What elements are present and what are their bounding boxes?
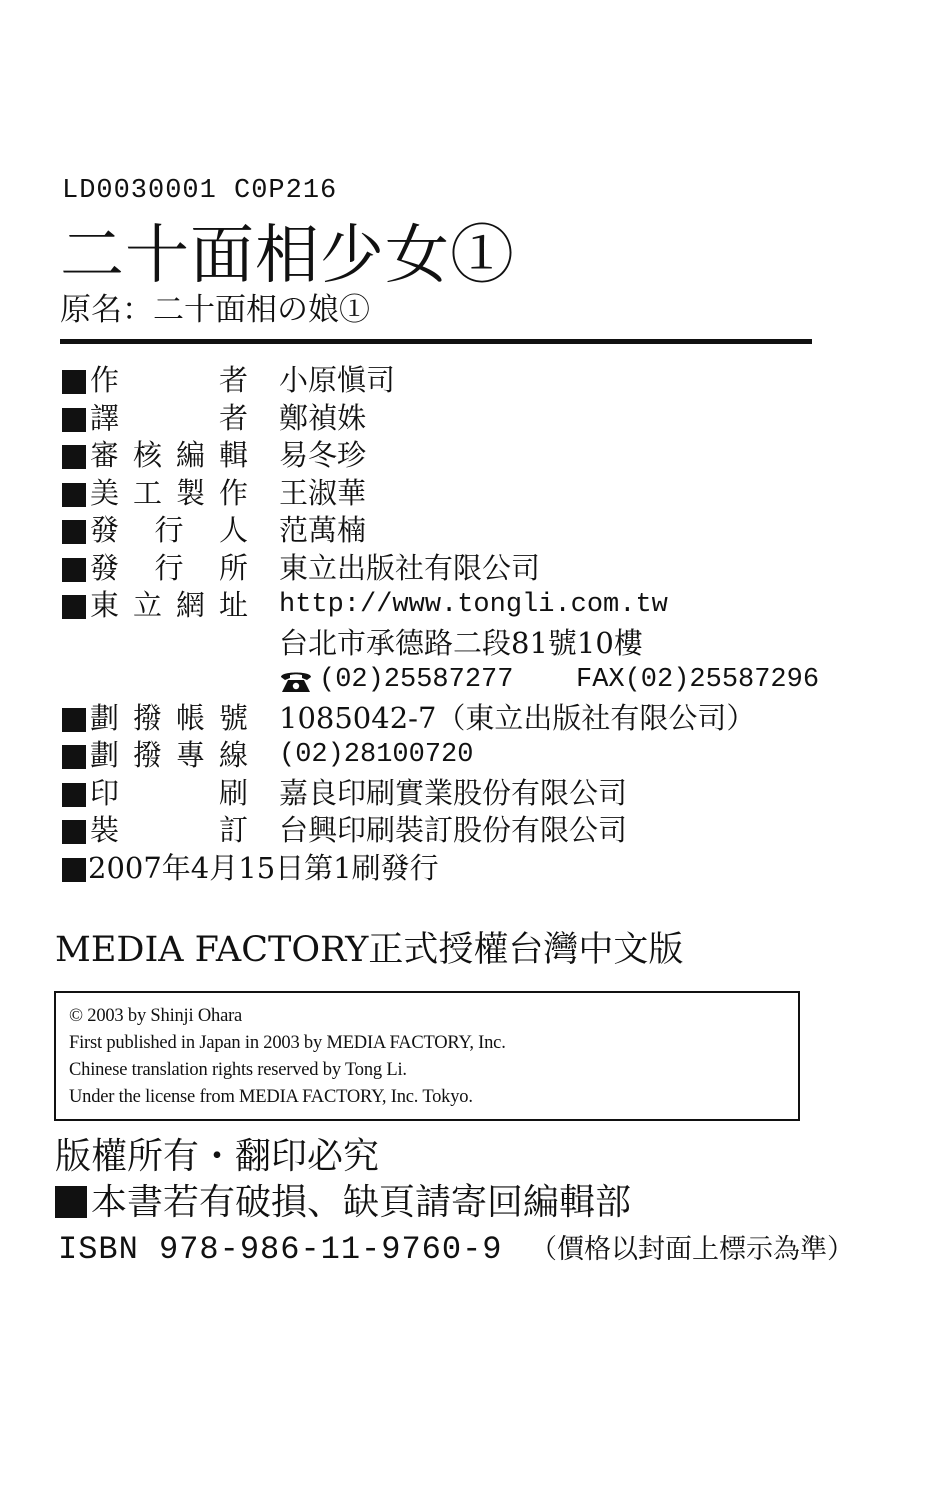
credit-value: 台興印刷裝訂股份有限公司 (279, 813, 628, 847)
original-title: 原名：二十面相の娘① (60, 292, 370, 328)
credit-row-publisher (60, 550, 860, 588)
credit-value: 王淑華 (279, 475, 367, 510)
credit-row-author (60, 362, 860, 400)
bullet-square-icon (62, 858, 86, 882)
credit-row-printer (60, 775, 860, 813)
credit-value: 范萬楠 (279, 513, 367, 547)
credit-label: 發行所 (90, 550, 248, 585)
credit-value: (02)28100720 (279, 740, 474, 770)
credit-label: 裝訂 (90, 813, 248, 847)
bullet-square-icon (62, 708, 86, 732)
bullet-square-icon (62, 745, 86, 769)
credit-value: 鄭禎姝 (279, 400, 367, 435)
credit-label: 印刷 (90, 775, 248, 810)
copyright-line: Chinese translation rights reserved by Tong Li. (69, 1060, 407, 1080)
credit-label: 譯者 (90, 400, 248, 435)
damage-notice-row (55, 1180, 631, 1226)
bullet-square-icon (55, 1186, 87, 1218)
credit-label: 東立網址 (90, 588, 248, 622)
address: 台北市承德路二段81號10樓 (279, 625, 643, 660)
phone-text: (02)25587277 (319, 665, 514, 695)
book-title: 二十面相少女① (60, 219, 515, 293)
license-statement: MEDIA FACTORY正式授權台灣中文版 (55, 930, 684, 970)
credit-value: 嘉良印刷實業股份有限公司 (279, 775, 628, 810)
credit-value: 東立出版社有限公司 (279, 550, 541, 585)
copyright-line: © 2003 by Shinji Ohara (69, 1006, 243, 1026)
bullet-square-icon (62, 483, 86, 507)
damage-notice: 本書若有破損、缺頁請寄回編輯部 (91, 1182, 632, 1223)
bullet-square-icon (62, 820, 86, 844)
credit-label: 劃撥帳號 (90, 700, 248, 735)
credit-row-translator (60, 400, 860, 438)
credit-row-editor (60, 437, 860, 475)
credit-value: 小原愼司 (279, 363, 396, 397)
credit-label: 美工製作 (90, 475, 248, 510)
phone-number (279, 662, 513, 700)
credit-row-hotline (60, 737, 860, 775)
credit-label: 審核編輯 (90, 438, 248, 472)
credit-row-account (60, 700, 860, 738)
credit-row-publisher-person (60, 512, 860, 550)
bullet-square-icon (62, 595, 86, 619)
publish-date-row (60, 850, 860, 887)
telephone-icon (279, 668, 313, 694)
bullet-square-icon (62, 445, 86, 469)
copyright-line: Under the license from MEDIA FACTORY, Inc. Tokyo. (69, 1087, 473, 1107)
credit-label: 劃撥專線 (90, 738, 248, 772)
address-row (60, 625, 860, 663)
credit-row-binder (60, 812, 860, 850)
contact-row (60, 662, 860, 700)
bullet-square-icon (62, 558, 86, 582)
bullet-square-icon (62, 783, 86, 807)
bullet-square-icon (62, 370, 86, 394)
credit-label: 發行人 (90, 513, 248, 547)
book-code: LD0030001 C0P216 (62, 176, 338, 206)
publish-date: 2007年4月15日第1刷發行 (88, 850, 439, 885)
credits-list (60, 362, 860, 887)
copyright-line: First published in Japan in 2003 by MEDIA FACTORY, Inc. (69, 1033, 506, 1053)
bullet-square-icon (62, 520, 86, 544)
rights-notice: 版權所有・翻印必究 (55, 1136, 380, 1177)
credit-label: 作者 (90, 363, 248, 397)
credit-value: 易冬珍 (279, 438, 367, 472)
credit-row-art (60, 475, 860, 513)
website-link[interactable]: http://www.tongli.com.tw (279, 590, 668, 620)
title-divider (60, 339, 812, 344)
isbn: ISBN 978-986-11-9760-9 (58, 1231, 503, 1268)
price-note: （價格以封面上標示為準） (530, 1234, 854, 1265)
credit-value: 1085042-7（東立出版社有限公司） (279, 700, 756, 735)
credit-row-website (60, 587, 860, 625)
bullet-square-icon (62, 408, 86, 432)
fax-number: FAX(02)25587296 (576, 665, 820, 695)
copyright-box (54, 991, 800, 1121)
